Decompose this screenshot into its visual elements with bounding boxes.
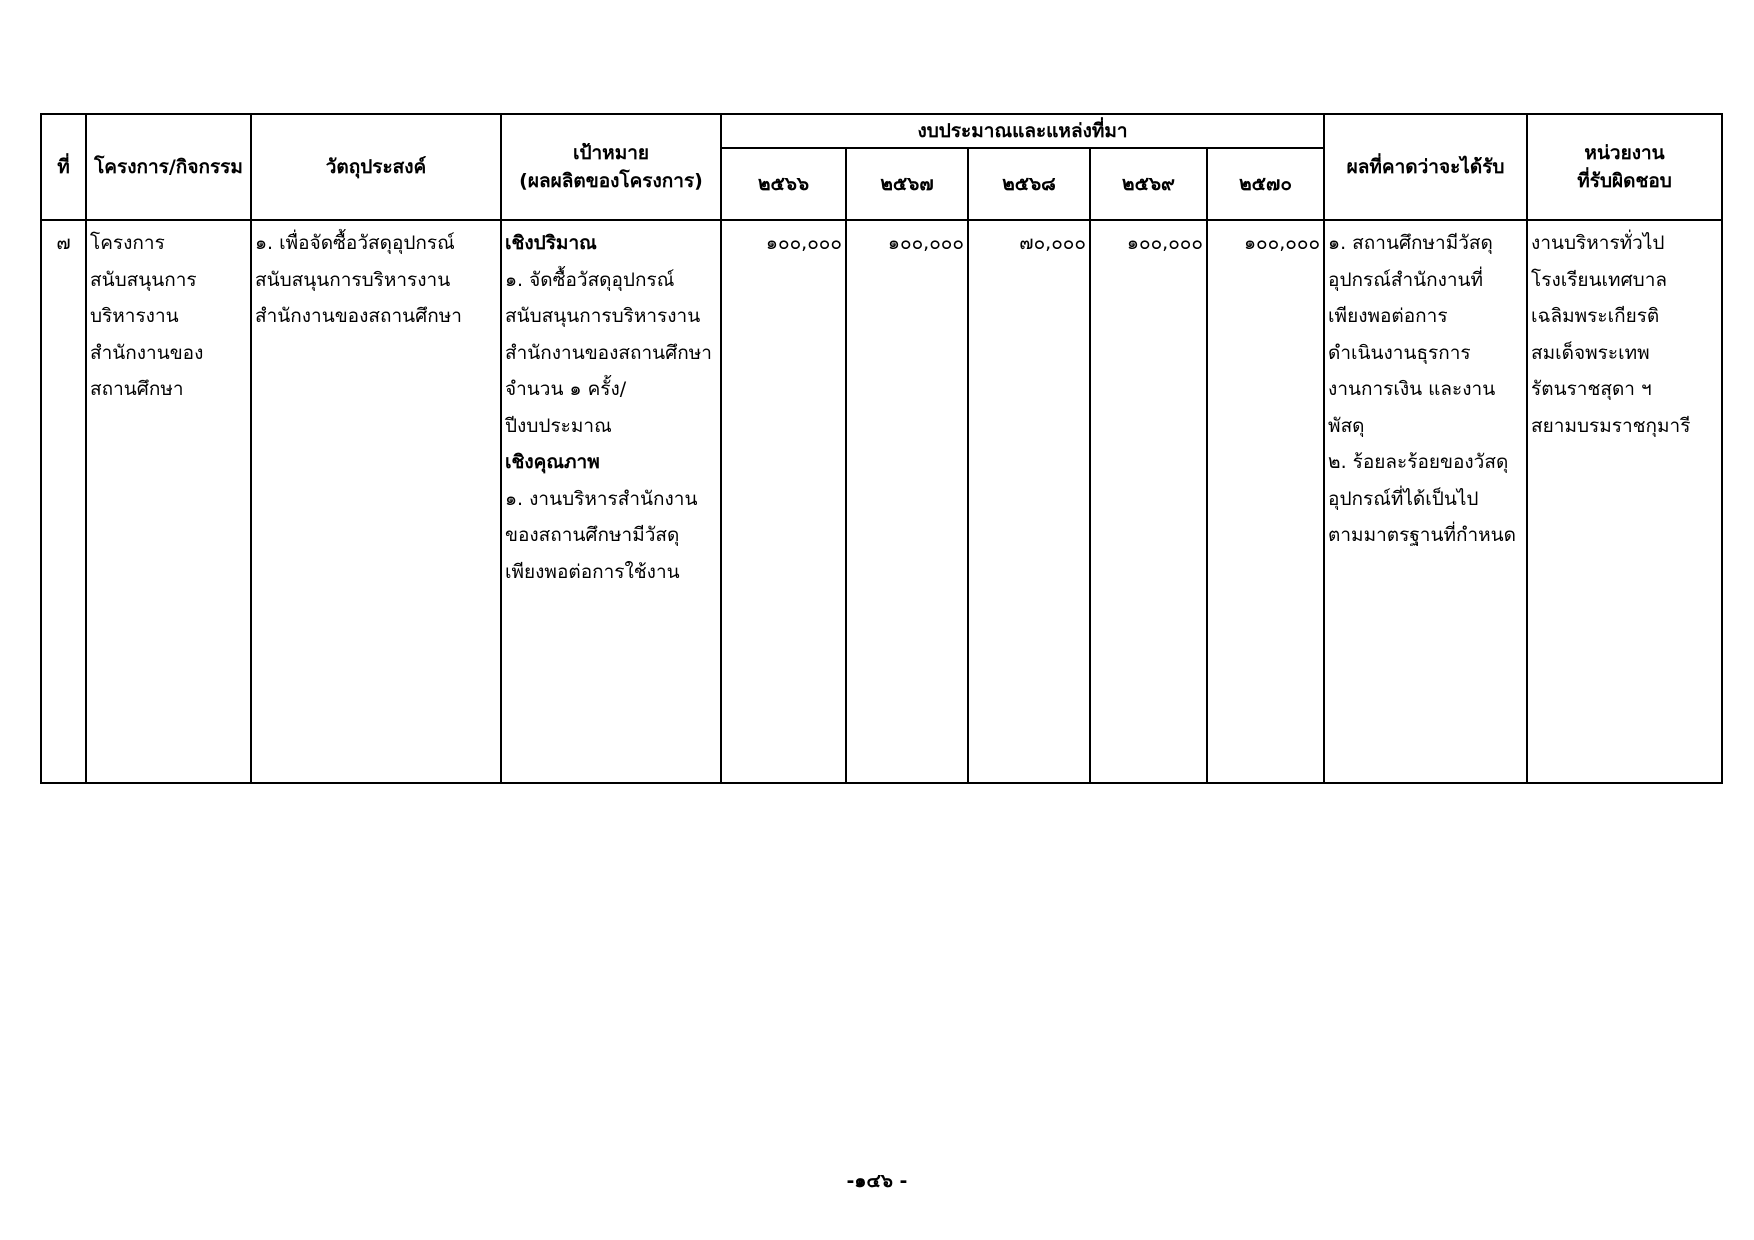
- target-quality-line: ของสถานศึกษามีวัสดุ: [505, 524, 680, 546]
- target-quantity-line: ๑. จัดซื้อวัสดุอุปกรณ์: [505, 268, 675, 291]
- header-no: ที่: [41, 114, 86, 220]
- budget-2568: ๗๐,๐๐๐: [968, 220, 1090, 783]
- header-target-line2: (ผลผลิตของโครงการ): [519, 170, 703, 192]
- unit-line: โรงเรียนเทศบาล: [1531, 268, 1668, 291]
- header-year-2569: ๒๕๖๙: [1090, 148, 1207, 220]
- expected-line: อุปกรณ์ที่ได้เป็นไป: [1328, 487, 1479, 510]
- header-project: โครงการ/กิจกรรม: [86, 114, 251, 220]
- unit-line: งานบริหารทั่วไป: [1531, 232, 1665, 254]
- unit-line: เฉลิมพระเกียรติ: [1531, 305, 1660, 327]
- budget-2566: ๑๐๐,๐๐๐: [721, 220, 846, 783]
- target-quality-line: ๑. งานบริหารสำนักงาน: [505, 487, 698, 510]
- objective-line: สนับสนุนการบริหารงาน: [255, 268, 451, 291]
- expected-line: อุปกรณ์สำนักงานที่: [1328, 268, 1484, 291]
- target-quality-heading: เชิงคุณภาพ: [505, 451, 600, 473]
- header-objective: วัตถุประสงค์: [251, 114, 501, 220]
- unit-line: สยามบรมราชกุมารี: [1531, 414, 1691, 437]
- header-target: [501, 114, 721, 220]
- expected-line: พัสดุ: [1328, 414, 1365, 437]
- project-cell: [86, 220, 251, 783]
- project-line: สำนักงานของ: [90, 341, 204, 364]
- header-target-line1: เป้าหมาย: [572, 142, 650, 164]
- unit-line: สมเด็จพระเทพ: [1531, 341, 1650, 364]
- objective-cell: [251, 220, 501, 783]
- objective-line: สำนักงานของสถานศึกษา: [255, 305, 462, 327]
- target-cell: [501, 220, 721, 783]
- expected-line: ตามมาตรฐานที่กำหนด: [1328, 524, 1517, 546]
- unit-line: รัตนราชสุดา ฯ: [1531, 378, 1652, 400]
- budget-2567: ๑๐๐,๐๐๐: [846, 220, 968, 783]
- header-year-2566: ๒๕๖๖: [721, 148, 846, 220]
- target-quality-line: เพียงพอต่อการใช้งาน: [505, 560, 680, 583]
- expected-line: ดำเนินงานธุรการ: [1328, 341, 1471, 364]
- page-number: -๑๔๖ -: [846, 1170, 908, 1192]
- header-year-2567: ๒๕๖๗: [846, 148, 968, 220]
- target-quantity-heading: เชิงปริมาณ: [505, 232, 597, 254]
- budget-plan-table: [40, 113, 1723, 784]
- header-budget: งบประมาณและแหล่งที่มา: [721, 114, 1324, 148]
- target-quantity-line: สำนักงานของสถานศึกษา: [505, 341, 712, 364]
- expected-line: ๒. ร้อยละร้อยของวัสดุ: [1328, 451, 1509, 473]
- target-quantity-line: สนับสนุนการบริหารงาน: [505, 305, 701, 327]
- expected-cell: [1324, 220, 1527, 783]
- header-unit-line2: ที่รับผิดชอบ: [1577, 170, 1672, 192]
- expected-line: เพียงพอต่อการ: [1328, 305, 1448, 327]
- expected-line: งานการเงิน และงาน: [1328, 378, 1496, 400]
- table-row: [41, 220, 1722, 783]
- header-unit-line1: หน่วยงาน: [1584, 142, 1665, 164]
- objective-line: ๑. เพื่อจัดซื้อวัสดุอุปกรณ์: [255, 232, 455, 254]
- budget-2570: ๑๐๐,๐๐๐: [1207, 220, 1324, 783]
- budget-2569: ๑๐๐,๐๐๐: [1090, 220, 1207, 783]
- row-number: ๗: [41, 220, 86, 783]
- expected-line: ๑. สถานศึกษามีวัสดุ: [1328, 232, 1493, 254]
- target-quantity-line: ปีงบประมาณ: [505, 414, 612, 437]
- header-year-2570: ๒๕๗๐: [1207, 148, 1324, 220]
- project-line: สถานศึกษา: [90, 378, 184, 400]
- header-expected: ผลที่คาดว่าจะได้รับ: [1324, 114, 1527, 220]
- project-line: บริหารงาน: [90, 305, 179, 327]
- header-unit: [1527, 114, 1722, 220]
- header-year-2568: ๒๕๖๘: [968, 148, 1090, 220]
- target-quantity-line: จำนวน ๑ ครั้ง/: [505, 378, 627, 400]
- unit-cell: [1527, 220, 1722, 783]
- project-line: สนับสนุนการ: [90, 268, 197, 291]
- project-line: โครงการ: [90, 232, 165, 254]
